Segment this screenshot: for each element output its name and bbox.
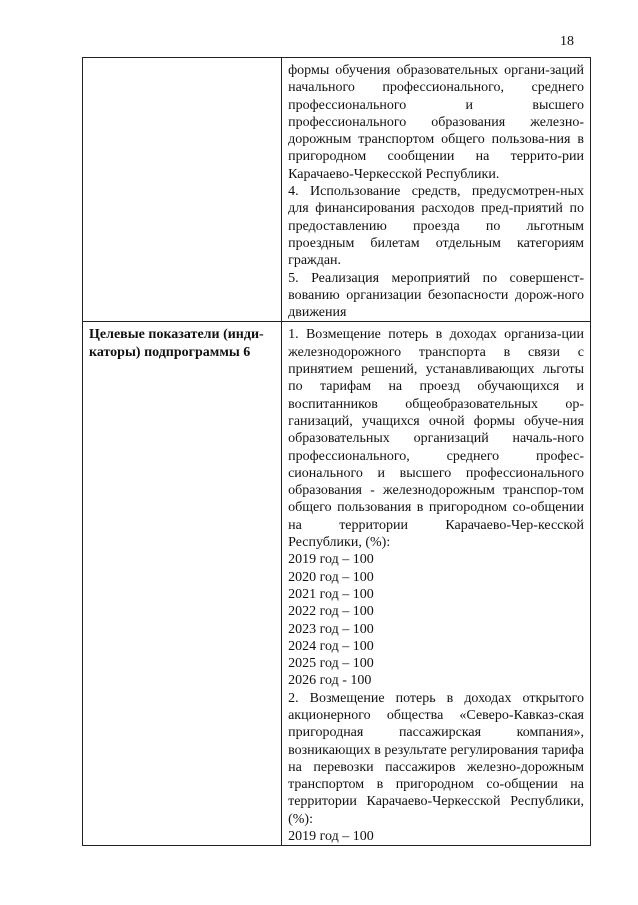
measure-4: 4. Использование средств, предусмотрен-ных для финансирования расходов пред-приятий по предоставлению проезда по льготным проездным билетам отдельным категориям граждан.	[288, 184, 584, 269]
measure-continuation: формы обучения образовательных органи-заций начального профессионального, среднего профессионального и высшего профессионального образования железно-дорожным транспортом общего пользова-ния в пригородном сообщении на террито-рии Карачаево-Черкесской Республики.	[288, 63, 584, 182]
indicator-1-year-2021: 2021 год – 100	[288, 586, 374, 602]
indicator-1-year-2022: 2022 год – 100	[288, 604, 374, 620]
indicator-1-year-2025: 2025 год – 100	[288, 656, 374, 672]
indicators-label: Целевые показатели (инди-каторы) подпрограммы 6	[83, 322, 282, 846]
indicator-2-year-2019: 2019 год – 100	[288, 829, 374, 845]
indicator-2: 2. Возмещение потерь в доходах открытого акционерного общества «Северо-Кавказ-ская пригородная пассажирская компания», возникающих в результате регулирования тарифа на перевозки пассажиров железно-дорожным транспортом в пригородном со-общении на территории Карачаево-Черкесской Республики, (%):	[288, 690, 584, 827]
row1-left-cell	[83, 58, 282, 322]
indicator-1: 1. Возмещение потерь в доходах организа-ции железнодорожного транспорта в связи с принятием решений, устанавливающих льготы по тарифам на проезд обучающихся и воспитанников общеобразовательных ор-ганизаций, учащихся очной формы обуче-ния образовательных организаций началь-ного профессионального, среднего профес-сионального и высшего профессионального образования - железнодорожным транспор-том общего пользования в пригородном со-общении на территории Карачаево-Чер-кесской Республики, (%):	[288, 327, 584, 551]
row1-right-cell	[282, 58, 591, 322]
indicator-1-year-2020: 2020 год – 100	[288, 569, 374, 585]
subprogram-table	[82, 57, 591, 846]
measure-5: 5. Реализация мероприятий по совершенст-вованию организации безопасности дорож-ного движения	[288, 270, 584, 321]
indicator-1-year-2019: 2019 год – 100	[288, 552, 374, 568]
table-row	[83, 322, 591, 846]
indicator-1-year-2026: 2026 год - 100	[288, 673, 372, 689]
page-number: 18	[560, 34, 574, 49]
indicator-1-year-2023: 2023 год – 100	[288, 621, 374, 637]
table-row	[83, 58, 591, 322]
indicator-1-year-2024: 2024 год – 100	[288, 638, 374, 654]
row2-right-cell	[282, 322, 591, 846]
